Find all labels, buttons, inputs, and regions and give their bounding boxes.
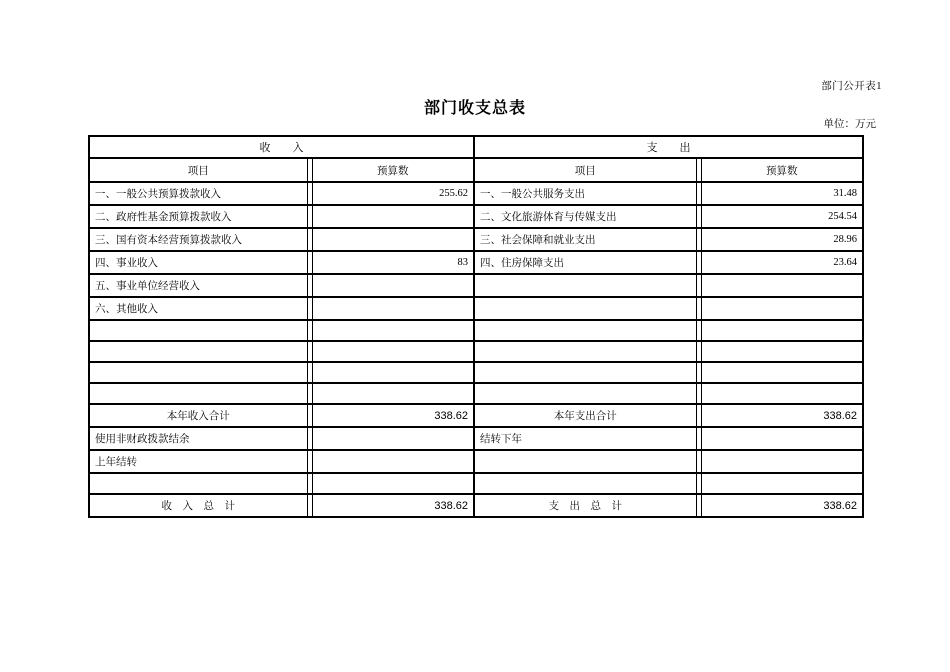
income-item-header: 项目 (89, 158, 307, 182)
table-row (89, 450, 863, 473)
expense-item-cell: 支 出 总 计 (474, 494, 696, 517)
table-row (89, 251, 863, 274)
expense-value-cell: 338.62 (701, 494, 863, 517)
budget-summary-table (88, 135, 864, 518)
expense-budget-header: 预算数 (701, 158, 863, 182)
income-value-cell (312, 320, 474, 341)
expense-value-cell (701, 320, 863, 341)
expense-item-cell: 本年支出合计 (474, 404, 696, 427)
income-value-cell: 255.62 (312, 182, 474, 205)
income-item-cell: 二、政府性基金预算拨款收入 (89, 205, 307, 228)
expense-item-cell (474, 450, 696, 473)
income-item-cell: 使用非财政拨款结余 (89, 427, 307, 450)
empty-row (89, 473, 863, 494)
expense-value-cell: 28.96 (701, 228, 863, 251)
section-header-row (89, 136, 863, 158)
income-item-cell: 收 入 总 计 (89, 494, 307, 517)
income-value-cell (312, 473, 474, 494)
expense-item-cell (474, 297, 696, 320)
expense-value-cell (701, 297, 863, 320)
income-value-cell: 83 (312, 251, 474, 274)
income-item-cell (89, 320, 307, 341)
expense-item-cell (474, 274, 696, 297)
expense-value-cell (701, 341, 863, 362)
expense-value-cell (701, 473, 863, 494)
expense-item-cell: 三、社会保障和就业支出 (474, 228, 696, 251)
table-row (89, 297, 863, 320)
empty-row (89, 362, 863, 383)
expense-value-cell: 254.54 (701, 205, 863, 228)
subtotal-row (89, 404, 863, 427)
expense-value-cell: 23.64 (701, 251, 863, 274)
income-item-cell: 三、国有资本经营预算拨款收入 (89, 228, 307, 251)
expense-value-cell (701, 427, 863, 450)
income-value-cell (312, 274, 474, 297)
income-item-cell (89, 362, 307, 383)
corner-label: 部门公开表1 (821, 81, 882, 92)
income-item-cell: 六、其他收入 (89, 297, 307, 320)
expense-item-cell (474, 473, 696, 494)
grand-total-row (89, 494, 863, 517)
income-value-cell (312, 450, 474, 473)
income-value-cell (312, 297, 474, 320)
income-item-cell: 四、事业收入 (89, 251, 307, 274)
income-item-cell: 上年结转 (89, 450, 307, 473)
expense-item-cell: 二、文化旅游体育与传媒支出 (474, 205, 696, 228)
income-item-cell: 本年收入合计 (89, 404, 307, 427)
column-header-row (89, 158, 863, 182)
income-item-cell: 五、事业单位经营收入 (89, 274, 307, 297)
income-item-cell (89, 383, 307, 404)
expense-value-cell (701, 450, 863, 473)
expense-item-cell: 结转下年 (474, 427, 696, 450)
table-body (89, 182, 863, 517)
income-value-cell (312, 383, 474, 404)
expense-value-cell (701, 274, 863, 297)
income-item-cell (89, 341, 307, 362)
table-row (89, 205, 863, 228)
page-title: 部门收支总表 (423, 100, 526, 117)
income-value-cell: 338.62 (312, 494, 474, 517)
income-item-cell (89, 473, 307, 494)
empty-row (89, 320, 863, 341)
expense-value-cell (701, 362, 863, 383)
income-budget-header: 预算数 (312, 158, 474, 182)
income-item-cell: 一、一般公共预算拨款收入 (89, 182, 307, 205)
expense-item-cell (474, 362, 696, 383)
empty-row (89, 383, 863, 404)
income-value-cell (312, 341, 474, 362)
empty-row (89, 341, 863, 362)
income-section-header: 收 入 (89, 136, 474, 158)
table-row (89, 182, 863, 205)
income-value-cell (312, 228, 474, 251)
expense-section-header: 支 出 (474, 136, 863, 158)
income-value-cell (312, 205, 474, 228)
income-value-cell (312, 427, 474, 450)
expense-value-cell (701, 383, 863, 404)
expense-item-cell (474, 383, 696, 404)
expense-item-cell: 一、一般公共服务支出 (474, 182, 696, 205)
expense-value-cell: 338.62 (701, 404, 863, 427)
expense-item-cell (474, 320, 696, 341)
table-row (89, 274, 863, 297)
income-value-cell: 338.62 (312, 404, 474, 427)
expense-item-cell (474, 341, 696, 362)
income-value-cell (312, 362, 474, 383)
table-row (89, 427, 863, 450)
table-row (89, 228, 863, 251)
expense-item-cell: 四、住房保障支出 (474, 251, 696, 274)
unit-label: 单位：万元 (823, 119, 876, 130)
expense-value-cell: 31.48 (701, 182, 863, 205)
expense-item-header: 项目 (474, 158, 696, 182)
